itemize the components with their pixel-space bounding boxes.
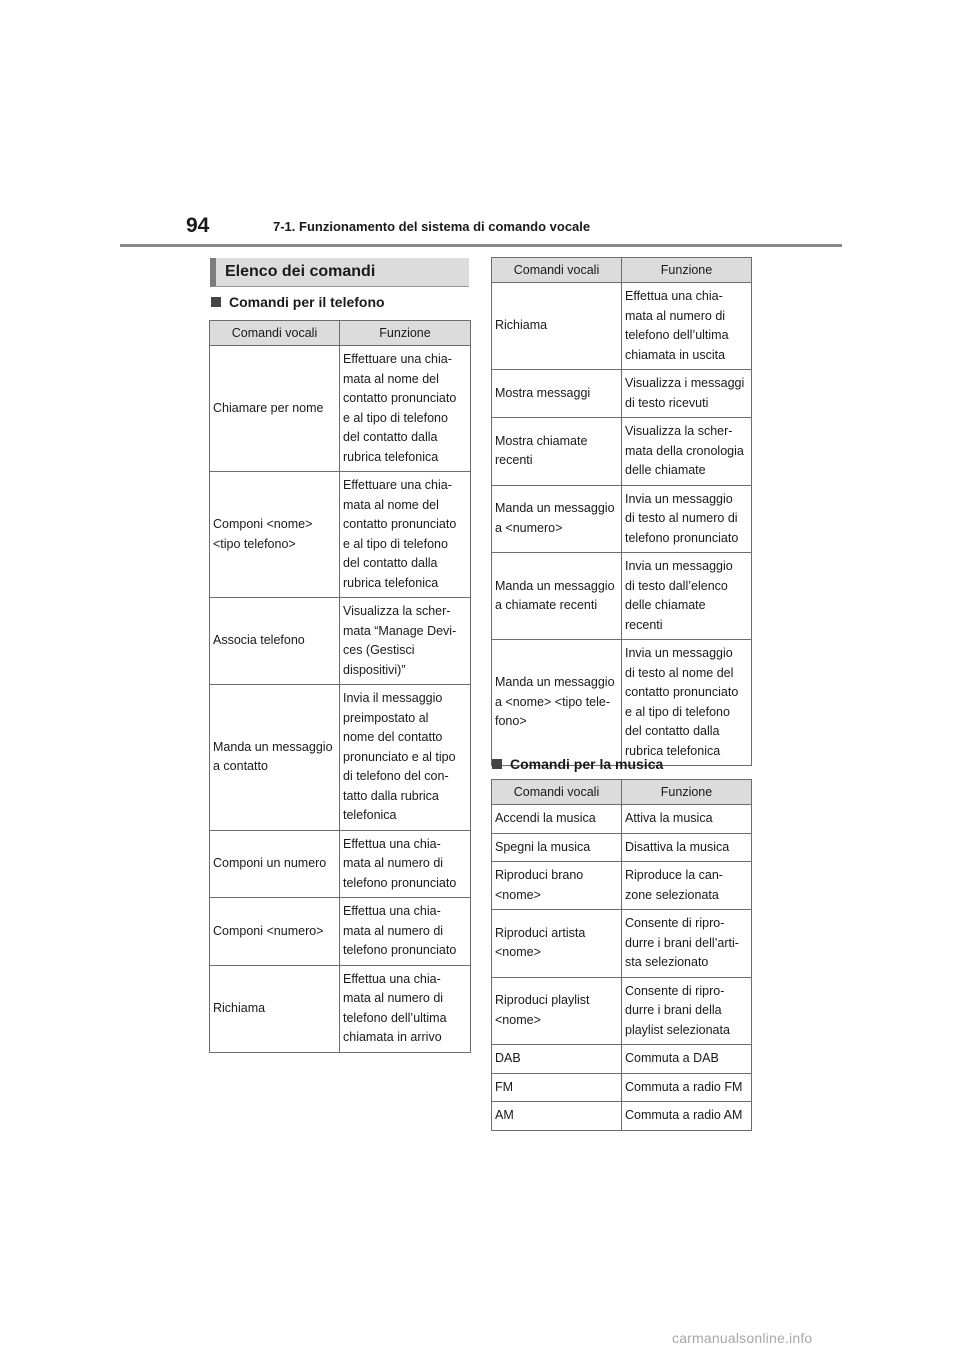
voice-command: Riproduci artista <nome> bbox=[492, 910, 622, 978]
voice-command: Componi <numero> bbox=[210, 898, 340, 966]
voice-command: Mostra messaggi bbox=[492, 370, 622, 418]
command-function: Riproduce la can- zone selezionata bbox=[622, 862, 752, 910]
table-row bbox=[492, 977, 752, 1045]
command-function: Invia un messaggio di testo al numero di telefono pronunciato bbox=[622, 485, 752, 553]
table-row bbox=[492, 862, 752, 910]
phone-commands-subheading bbox=[211, 294, 385, 310]
command-function: Visualizza i messaggi di testo ricevuti bbox=[622, 370, 752, 418]
voice-command: Spegni la musica bbox=[492, 833, 622, 862]
voice-command: DAB bbox=[492, 1045, 622, 1074]
table-row bbox=[492, 553, 752, 640]
header-divider bbox=[120, 244, 842, 247]
voice-command: Componi un numero bbox=[210, 830, 340, 898]
voice-command: Mostra chiamate recenti bbox=[492, 418, 622, 486]
command-function: Invia un messaggio di testo dall’elenco delle chiamate recenti bbox=[622, 553, 752, 640]
voice-command: Manda un messaggio a chiamate recenti bbox=[492, 553, 622, 640]
command-function: Effettuare una chia- mata al nome del contatto pronunciato e al tipo di telefono del contatto dalla rubrica telefonica bbox=[340, 346, 471, 472]
table-row bbox=[492, 910, 752, 978]
voice-command: AM bbox=[492, 1102, 622, 1131]
command-function: Effettua una chia- mata al numero di telefono pronunciato bbox=[340, 898, 471, 966]
table-row bbox=[492, 370, 752, 418]
table-row bbox=[210, 685, 471, 831]
table-row bbox=[492, 833, 752, 862]
voice-command: Richiama bbox=[492, 283, 622, 370]
table-row bbox=[492, 418, 752, 486]
table-header-row bbox=[492, 780, 752, 805]
voice-command: Accendi la musica bbox=[492, 805, 622, 834]
command-function: Commuta a radio AM bbox=[622, 1102, 752, 1131]
table-header-row bbox=[492, 258, 752, 283]
page-number: 94 bbox=[186, 214, 210, 237]
voice-command: Manda un messaggio a contatto bbox=[210, 685, 340, 831]
command-function: Attiva la musica bbox=[622, 805, 752, 834]
music-commands-title: Comandi per la musica bbox=[510, 756, 664, 772]
column-header-command: Comandi vocali bbox=[210, 321, 340, 346]
command-function: Commuta a radio FM bbox=[622, 1073, 752, 1102]
command-function: Effettua una chia- mata al numero di telefono dell’ultima chiamata in uscita bbox=[622, 283, 752, 370]
phone-commands-title: Comandi per il telefono bbox=[229, 294, 385, 310]
command-function: Visualizza la scher- mata “Manage Devi- ces (Gestisci dispositivi)” bbox=[340, 598, 471, 685]
command-function: Consente di ripro- durre i brani della playlist selezionata bbox=[622, 977, 752, 1045]
section-title: 7-1. Funzionamento del sistema di comando vocale bbox=[273, 219, 591, 234]
command-function: Consente di ripro- durre i brani dell’arti- sta selezionato bbox=[622, 910, 752, 978]
table-header-row bbox=[210, 321, 471, 346]
command-function: Effettuare una chia- mata al nome del contatto pronunciato e al tipo di telefono del contatto dalla rubrica telefonica bbox=[340, 472, 471, 598]
column-header-function: Funzione bbox=[340, 321, 471, 346]
square-bullet-icon bbox=[492, 759, 502, 769]
column-header-function: Funzione bbox=[622, 258, 752, 283]
voice-command: Riproduci playlist <nome> bbox=[492, 977, 622, 1045]
table-row bbox=[210, 472, 471, 598]
voice-command: Componi <nome> <tipo telefono> bbox=[210, 472, 340, 598]
phone-commands-table bbox=[209, 320, 471, 1053]
table-row bbox=[210, 346, 471, 472]
table-row bbox=[210, 830, 471, 898]
table-row bbox=[492, 485, 752, 553]
square-bullet-icon bbox=[211, 297, 221, 307]
voice-command: Manda un messaggio a <nome> <tipo tele- fono> bbox=[492, 640, 622, 766]
table-row bbox=[492, 1045, 752, 1074]
command-function: Visualizza la scher- mata della cronologia delle chiamate bbox=[622, 418, 752, 486]
watermark: carmanualsonline.info bbox=[672, 1330, 813, 1346]
voice-command: FM bbox=[492, 1073, 622, 1102]
voice-command: Richiama bbox=[210, 965, 340, 1052]
table-row bbox=[492, 283, 752, 370]
command-function: Commuta a DAB bbox=[622, 1045, 752, 1074]
column-header-command: Comandi vocali bbox=[492, 780, 622, 805]
voice-command: Chiamare per nome bbox=[210, 346, 340, 472]
table-row bbox=[492, 640, 752, 766]
command-function: Effettua una chia- mata al numero di telefono dell’ultima chiamata in arrivo bbox=[340, 965, 471, 1052]
table-row bbox=[210, 898, 471, 966]
column-header-function: Funzione bbox=[622, 780, 752, 805]
voice-command: Riproduci brano <nome> bbox=[492, 862, 622, 910]
table-row bbox=[492, 1073, 752, 1102]
column-header-command: Comandi vocali bbox=[492, 258, 622, 283]
table-row bbox=[210, 965, 471, 1052]
voice-command: Manda un messaggio a <numero> bbox=[492, 485, 622, 553]
music-commands-subheading bbox=[492, 756, 663, 772]
table-row bbox=[210, 598, 471, 685]
table-row bbox=[492, 1102, 752, 1131]
commands-list-heading: Elenco dei comandi bbox=[210, 258, 469, 287]
voice-command: Associa telefono bbox=[210, 598, 340, 685]
command-function: Effettua una chia- mata al numero di telefono pronunciato bbox=[340, 830, 471, 898]
table-row bbox=[492, 805, 752, 834]
command-function: Invia il messaggio preimpostato al nome del contatto pronunciato e al tipo di telefono del con- tatto dalla rubrica telefonica bbox=[340, 685, 471, 831]
command-function: Disattiva la musica bbox=[622, 833, 752, 862]
command-function: Invia un messaggio di testo al nome del contatto pronunciato e al tipo di telefono del contatto dalla rubrica telefonica bbox=[622, 640, 752, 766]
phone-commands-table-continued bbox=[491, 257, 752, 766]
music-commands-table bbox=[491, 779, 752, 1131]
